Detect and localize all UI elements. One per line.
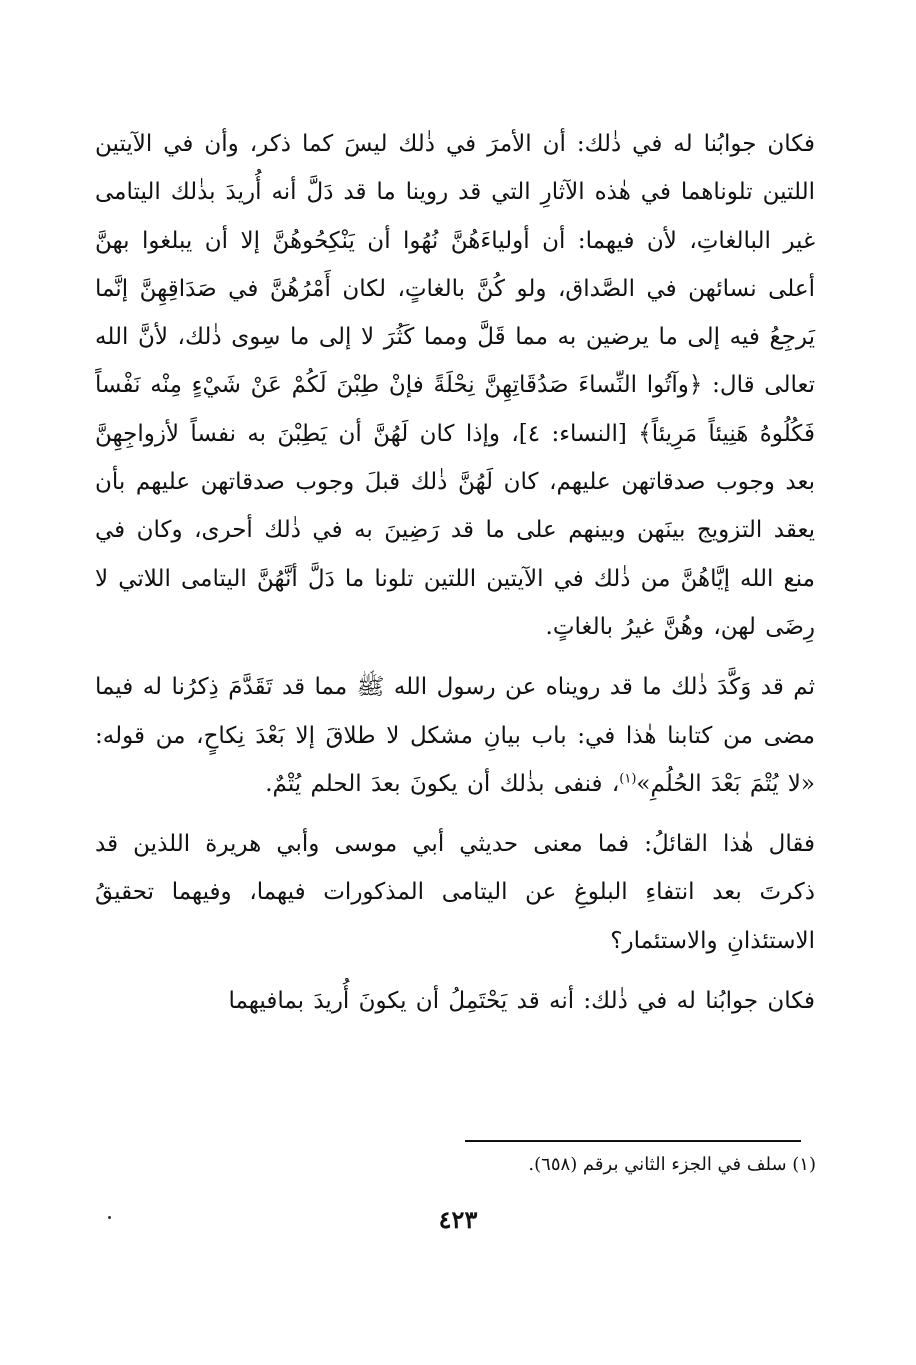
footnote-marker: (١) xyxy=(619,771,637,787)
paragraph-1: فكان جوابُنا له في ذٰلك: أن الأمرَ في ذٰلك ليسَ كما ذكر، وأن في الآيتين اللتين تلوناهما في هٰذه الآثارِ التي قد روينا ما قد دَلَّ أنه أُريدَ بذٰلك اليتامى غير البالغاتِ، لأن فيهما: أن أولياءَهُنَّ نُهُوا أن يَنْكِحُوهُنَّ إلا أن يبلغوا بهنَّ أعلى نسائهن في الصَّداق، ولو كُنَّ بالغاتٍ، لكان أَمْرُهُنَّ في صَدَاقِهِنَّ إنَّما يَرجِعُ فيه إلى ما يرضين به مما قَلَّ ومما كَثُرَ لا إلى ما سِوى ذٰلك، لأنَّ الله تعالى قال: ﴿وآتُوا النِّساءَ صَدُقَاتِهِنَّ نِحْلَةً فإنْ طِبْنَ لَكُمْ عَنْ شَيْءٍ مِنْه نَفْساً فَكُلُوهُ هَنِيئاً مَرِيئاً﴾ [النساء: ٤]، وإذا كان لَهُنَّ أن يَطِبْنَ به نفساً لأزواجِهِنَّ بعد وجوب صدقاتهن عليهم، كان لَهُنَّ ذٰلك قبلَ وجوب صدقاتهن عليهم بأن يعقد التزويج بينَهن وبينهم على ما قد رَضِينَ به في ذٰلك أحرى، وكان في منع الله إيَّاهُنَّ من ذٰلك في الآيتين اللتين تلونا ما دَلَّ أنَّهُنَّ اليتامى اللاتي لا رِضَى لهن، وهُنَّ غيرُ بالغاتٍ. xyxy=(95,131,816,640)
page-body xyxy=(95,120,815,1025)
paragraph-4: فكان جوابُنا له في ذٰلك: أنه قد يَحْتَمِلُ أن يكونَ أُريدَ بمافيهما xyxy=(228,988,815,1015)
page-number: ٤٢٣ xyxy=(438,1205,478,1234)
paragraph-2-tail: ، فنفى بذٰلك أن يكونَ بعدَ الحلم يُتْمٌ. xyxy=(265,770,620,797)
scan-speck xyxy=(108,1216,111,1219)
footnote-divider xyxy=(465,1140,801,1142)
footnote: (١) سلف في الجزء الثاني برقم (٦٥٨). xyxy=(528,1154,816,1175)
paragraph-2 xyxy=(95,663,815,808)
paragraph-2-text: ثم قد وَكَّدَ ذٰلك ما قد رويناه عن رسول الله ﷺ مما قد تَقَدَّمَ ذِكرُنا له فيما مضى من كتابنا هٰذا في: باب بيانِ مشكل لا طلاقَ إلا بَعْدَ نِكاحٍ، من قوله: «لا يُتْمَ بَعْدَ الحُلُمِ» xyxy=(95,674,815,797)
paragraph-3: فقال هٰذا القائلُ: فما معنى حديثي أبي موسى وأبي هريرة اللذين قد ذكرتَ بعد انتفاءِ البلوغِ عن اليتامى المذكورات فيهما، وفيهما تحقيقُ الاستئذانِ والاستئمار؟ xyxy=(95,831,816,954)
